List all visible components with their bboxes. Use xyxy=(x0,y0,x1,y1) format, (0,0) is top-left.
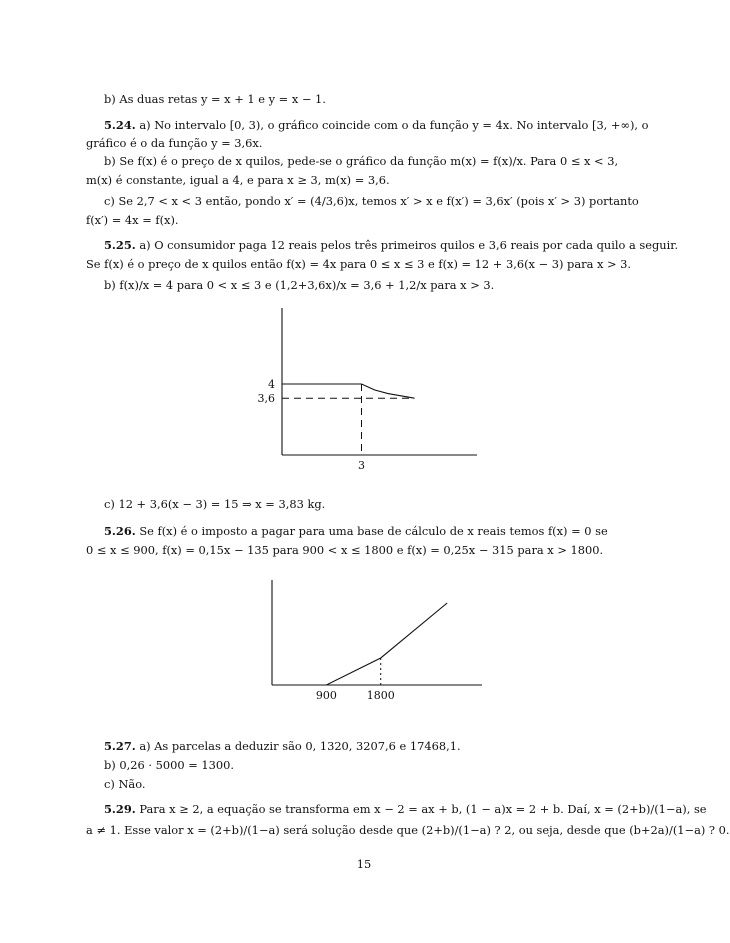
text-span: a) O consumidor paga 12 reais pelos três primeiros quilos e 3,6 reais por cada quilo a seguir. xyxy=(135,238,679,252)
text-line: a ≠ 1. Esse valor x = (2+b)/(1−a) será solução desde que (2+b)/(1−a) ? 2, ou seja, desde que (b+2a)/(1−a) ? 0. xyxy=(86,823,730,837)
series-line xyxy=(282,384,415,398)
text-line: b) As duas retas y = x + 1 e y = x − 1. xyxy=(104,92,326,106)
text-line xyxy=(104,802,707,816)
chart-tax xyxy=(250,570,490,710)
page-number: 15 xyxy=(356,857,372,871)
chart-mean-price xyxy=(240,300,490,480)
text-span: a) No intervalo [0, 3), o gráfico coincide com o da função y = 4x. No intervalo [3, +∞), o xyxy=(135,118,649,132)
text-line: b) f(x)/x = 4 para 0 < x ≤ 3 e (1,2+3,6x)/x = 3,6 + 1,2/x para x > 3. xyxy=(104,278,495,292)
exercise-number: 5.26. xyxy=(104,524,136,538)
text-span: a) As parcelas a deduzir são 0, 1320, 3207,6 e 17468,1. xyxy=(135,739,461,753)
text-line: c) Se 2,7 < x < 3 então, pondo x′ = (4/3,6)x, temos x′ > x e f(x′) = 3,6x′ (pois x′ > 3) portanto xyxy=(104,194,639,208)
chart-1-group xyxy=(258,308,478,472)
text-line: f(x′) = 4x = f(x). xyxy=(86,213,179,227)
chart-2-group xyxy=(272,580,482,702)
text-span: Se f(x) é o imposto a pagar para uma base de cálculo de x reais temos f(x) = 0 se xyxy=(135,524,608,538)
text-line: b) Se f(x) é o preço de x quilos, pede-se o gráfico da função m(x) = f(x)/x. Para 0 ≤ x < 3, xyxy=(104,154,619,168)
exercise-number: 5.29. xyxy=(104,802,136,816)
exercise-number: 5.27. xyxy=(104,739,136,753)
exercise-number: 5.24. xyxy=(104,118,136,132)
x-tick-label: 1800 xyxy=(366,689,395,702)
text-line: 0 ≤ x ≤ 900, f(x) = 0,15x − 135 para 900 < x ≤ 1800 e f(x) = 0,25x − 315 para x > 1800. xyxy=(86,543,604,557)
text-line xyxy=(104,739,660,753)
y-tick-label: 3,6 xyxy=(257,392,275,406)
text-line xyxy=(104,524,660,538)
text-line: c) Não. xyxy=(104,777,146,791)
x-tick-label: 3 xyxy=(358,459,365,472)
text-span: Para x ≥ 2, a equação se transforma em x − 2 = ax + b, (1 − a)x = 2 + b. Daí, x = (2+b)/(1−a), se xyxy=(135,802,707,816)
exercise-number: 5.25. xyxy=(104,238,136,252)
text-line: gráfico é o da função y = 3,6x. xyxy=(86,136,263,150)
text-line: c) 12 + 3,6(x − 3) = 15 ⇒ x = 3,83 kg. xyxy=(104,497,326,511)
text-line: Se f(x) é o preço de x quilos então f(x) = 4x para 0 ≤ x ≤ 3 e f(x) = 12 + 3,6(x − 3) para x > 3. xyxy=(86,257,632,271)
text-line: b) 0,26 · 5000 = 1300. xyxy=(104,758,234,772)
text-line: m(x) é constante, igual a 4, e para x ≥ 3, m(x) = 3,6. xyxy=(86,173,390,187)
y-tick-label: 4 xyxy=(268,378,275,391)
series-line xyxy=(272,603,447,685)
x-tick-label: 900 xyxy=(315,689,337,702)
text-line xyxy=(104,238,679,252)
text-line xyxy=(104,118,660,132)
